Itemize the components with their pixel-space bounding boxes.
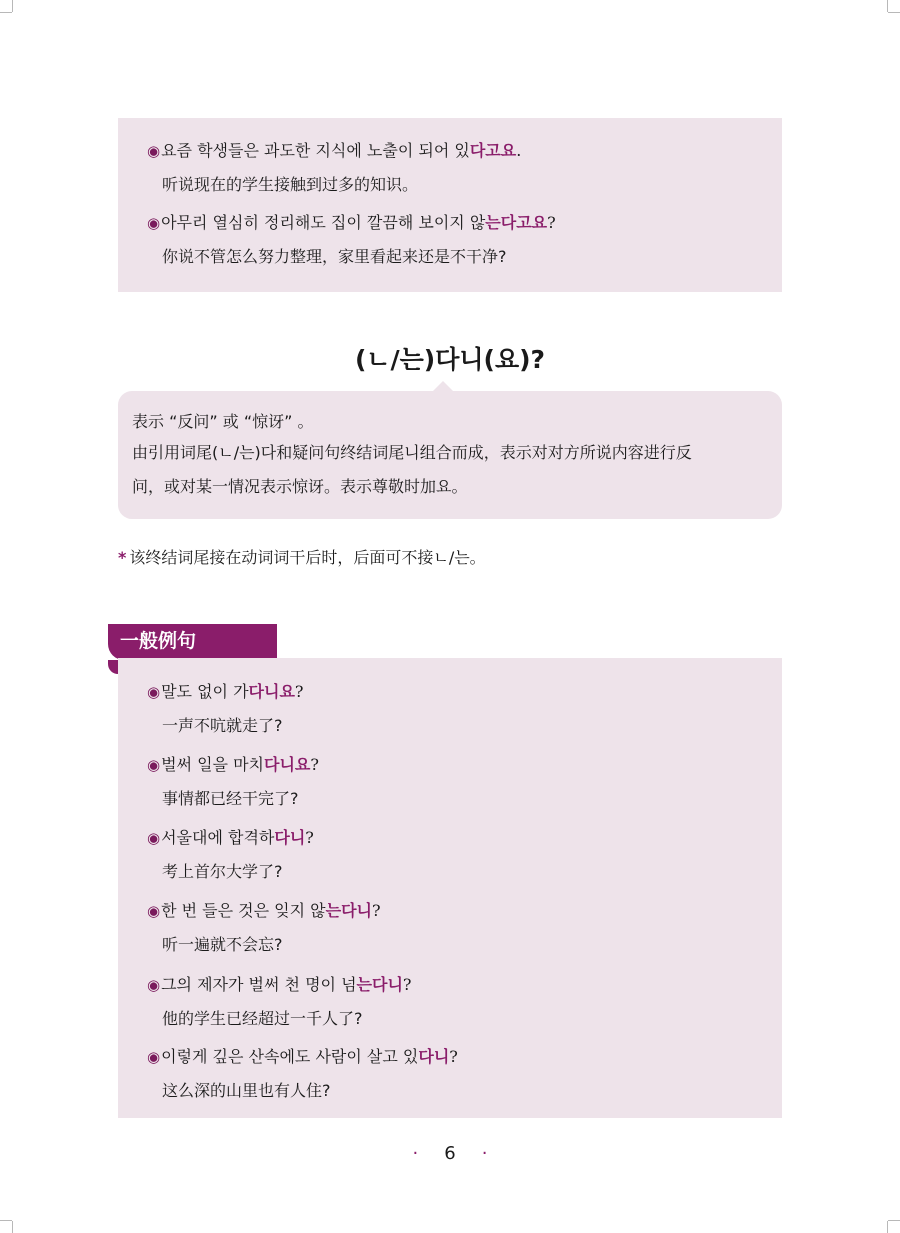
chinese-translation: 听说现在的学生接触到过多的知识。	[162, 175, 419, 194]
chinese-translation: 事情都已经干完了?	[162, 789, 299, 808]
section-label: 一般例句	[108, 624, 277, 660]
chinese-translation: 考上首尔大学了?	[162, 862, 283, 881]
grammar-highlight: 는다니	[356, 975, 403, 994]
grammar-highlight: 다니요	[248, 682, 295, 701]
chinese-translation: 一声不吭就走了?	[162, 716, 283, 735]
korean-sentence: ◉이렇게 깊은 산속에도 사람이 살고 있다니?	[147, 1047, 458, 1066]
footer-dot-right: ·	[481, 1143, 488, 1164]
korean-sentence: ◉벌써 일을 마치다니요?	[147, 755, 319, 774]
chinese-translation: 听一遍就不会忘?	[162, 935, 283, 954]
crop-mark-bottom-left-h	[0, 1220, 12, 1221]
korean-sentence: ◉한 번 들은 것은 잊지 않는다니?	[147, 901, 381, 920]
crop-mark-top-right	[887, 0, 888, 12]
page-number-footer	[0, 1143, 900, 1164]
example-5	[147, 975, 412, 1029]
korean-sentence: ◉그의 제자가 벌써 천 명이 넘는다니?	[147, 975, 412, 994]
description-line-2: 由引用词尾(ㄴ/는)다和疑问句终结词尾니组合而成，表示对对方所说内容进行反	[132, 443, 692, 462]
chinese-translation: 他的学生已经超过一千人了?	[162, 1009, 363, 1028]
crop-mark-bottom-right-h	[888, 1220, 900, 1221]
top-example-2	[147, 213, 556, 267]
example-1	[147, 682, 304, 736]
chinese-translation: 你说不管怎么努力整理，家里看起来还是不干净?	[162, 247, 507, 266]
example-6	[147, 1047, 458, 1101]
star-icon: *	[118, 548, 127, 567]
crop-mark-top-right-h	[888, 12, 900, 13]
grammar-highlight: 다고요	[469, 141, 517, 160]
crop-mark-bottom-left	[12, 1221, 13, 1233]
chinese-translation: 这么深的山里也有人住?	[162, 1081, 331, 1100]
page-number: 6	[444, 1143, 456, 1164]
grammar-highlight: 는다니	[325, 901, 373, 920]
crop-mark-top-left-h	[0, 12, 12, 13]
crop-mark-top-left	[12, 0, 13, 12]
description-line-3: 问，或对某一情况表示惊讶。表示尊敬时加요。	[132, 477, 468, 496]
korean-sentence: ◉요즘 학생들은 과도한 지식에 노출이 되어 있다고요.	[147, 141, 522, 160]
top-example-1	[147, 141, 521, 195]
description-box	[118, 391, 782, 519]
bullet-icon: ◉	[147, 902, 161, 920]
example-4	[147, 901, 381, 955]
grammar-highlight: 다니	[418, 1047, 450, 1066]
example-3	[147, 828, 314, 882]
bullet-icon: ◉	[147, 756, 161, 774]
usage-note: * 该终结词尾接在动词词干后时，后面可不接ㄴ/는。	[118, 548, 486, 567]
korean-sentence: ◉말도 없이 가다니요?	[147, 682, 304, 701]
bullet-icon: ◉	[147, 142, 161, 160]
crop-mark-bottom-right	[887, 1221, 888, 1233]
grammar-highlight: 는다고요	[485, 213, 548, 232]
grammar-title: (ㄴ/는)다니(요)?	[354, 345, 546, 374]
bullet-icon: ◉	[147, 976, 161, 994]
grammar-highlight: 다니요	[264, 755, 311, 774]
example-2	[147, 755, 319, 809]
korean-sentence: ◉서울대에 합격하다니?	[147, 828, 314, 847]
korean-sentence: ◉아무리 열심히 정리해도 집이 깔끔해 보이지 않는다고요?	[147, 213, 556, 232]
bullet-icon: ◉	[147, 683, 161, 701]
tab-corner	[108, 660, 118, 674]
footer-dot-left: ·	[412, 1143, 419, 1164]
bullet-icon: ◉	[147, 829, 161, 847]
bullet-icon: ◉	[147, 1048, 161, 1066]
description-line-1: 表示 “反问” 或 “惊讶” 。	[132, 412, 314, 431]
grammar-highlight: 다니	[274, 828, 306, 847]
bullet-icon: ◉	[147, 214, 161, 232]
